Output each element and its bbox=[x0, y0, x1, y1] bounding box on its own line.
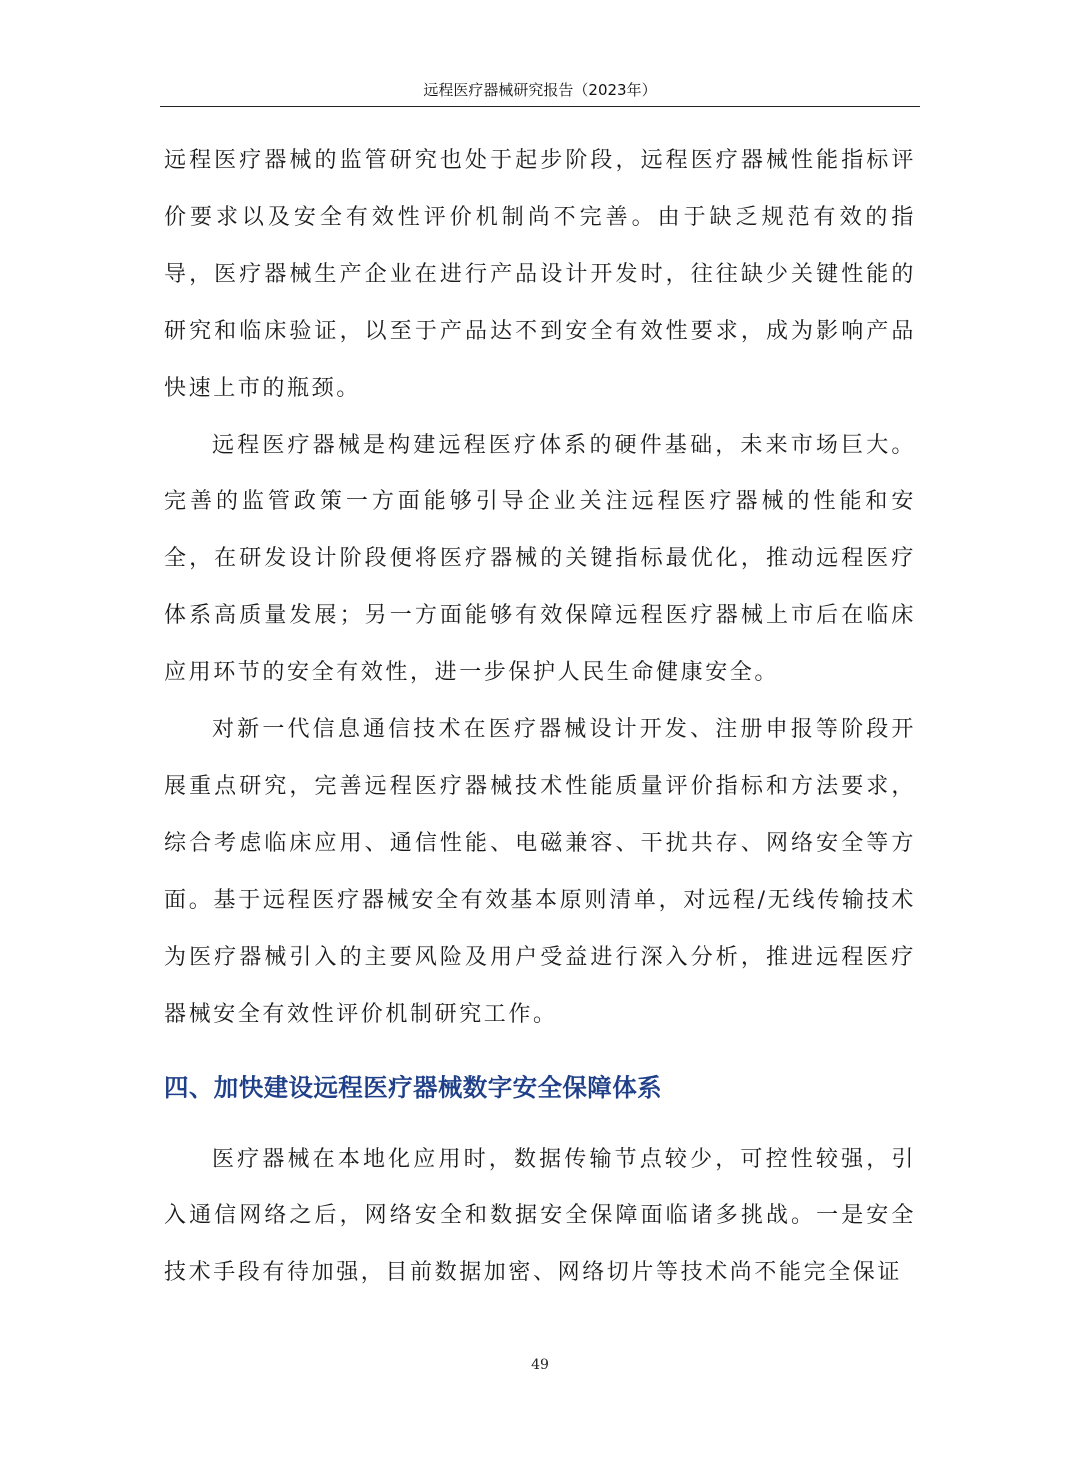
running-header: 远程医疗器械研究报告（2023年） bbox=[423, 81, 657, 99]
paragraph: 远程医疗器械是构建远程医疗体系的硬件基础，未来市场巨大。完善的监管政策一方面能够引导企业关注远程医疗器械的性能和安全，在研发设计阶段便将医疗器械的关键指标最优化，推动远程医疗体系高质量发展；另一方面能够有效保障远程医疗器械上市后在临床应用环节的安全有效性，进一步保护人民生命健康安全。 bbox=[164, 432, 916, 686]
paragraph: 医疗器械在本地化应用时，数据传输节点较少，可控性较强，引入通信网络之后，网络安全和数据安全保障面临诸多挑战。一是安全技术手段有待加强，目前数据加密、网络切片等技术尚不能完全保证 bbox=[164, 1146, 916, 1286]
document-body bbox=[164, 133, 916, 1302]
header-divider bbox=[160, 106, 920, 107]
page-number: 49 bbox=[531, 1357, 549, 1373]
paragraph: 对新一代信息通信技术在医疗器械设计开发、注册申报等阶段开展重点研究，完善远程医疗器械技术性能质量评价指标和方法要求，综合考虑临床应用、通信性能、电磁兼容、干扰共存、网络安全等方面。基于远程医疗器械安全有效基本原则清单，对远程/无线传输技术为医疗器械引入的主要风险及用户受益进行深入分析，推进远程医疗器械安全有效性评价机制研究工作。 bbox=[164, 717, 916, 1027]
section-heading: 四、加快建设远程医疗器械数字安全保障体系 bbox=[164, 1072, 662, 1102]
paragraph-continued: 远程医疗器械的监管研究也处于起步阶段，远程医疗器械性能指标评价要求以及安全有效性评价机制尚不完善。由于缺乏规范有效的指导，医疗器械生产企业在进行产品设计开发时，往往缺少关键性能的研究和临床验证，以至于产品达不到安全有效性要求，成为影响产品快速上市的瓶颈。 bbox=[164, 148, 916, 401]
